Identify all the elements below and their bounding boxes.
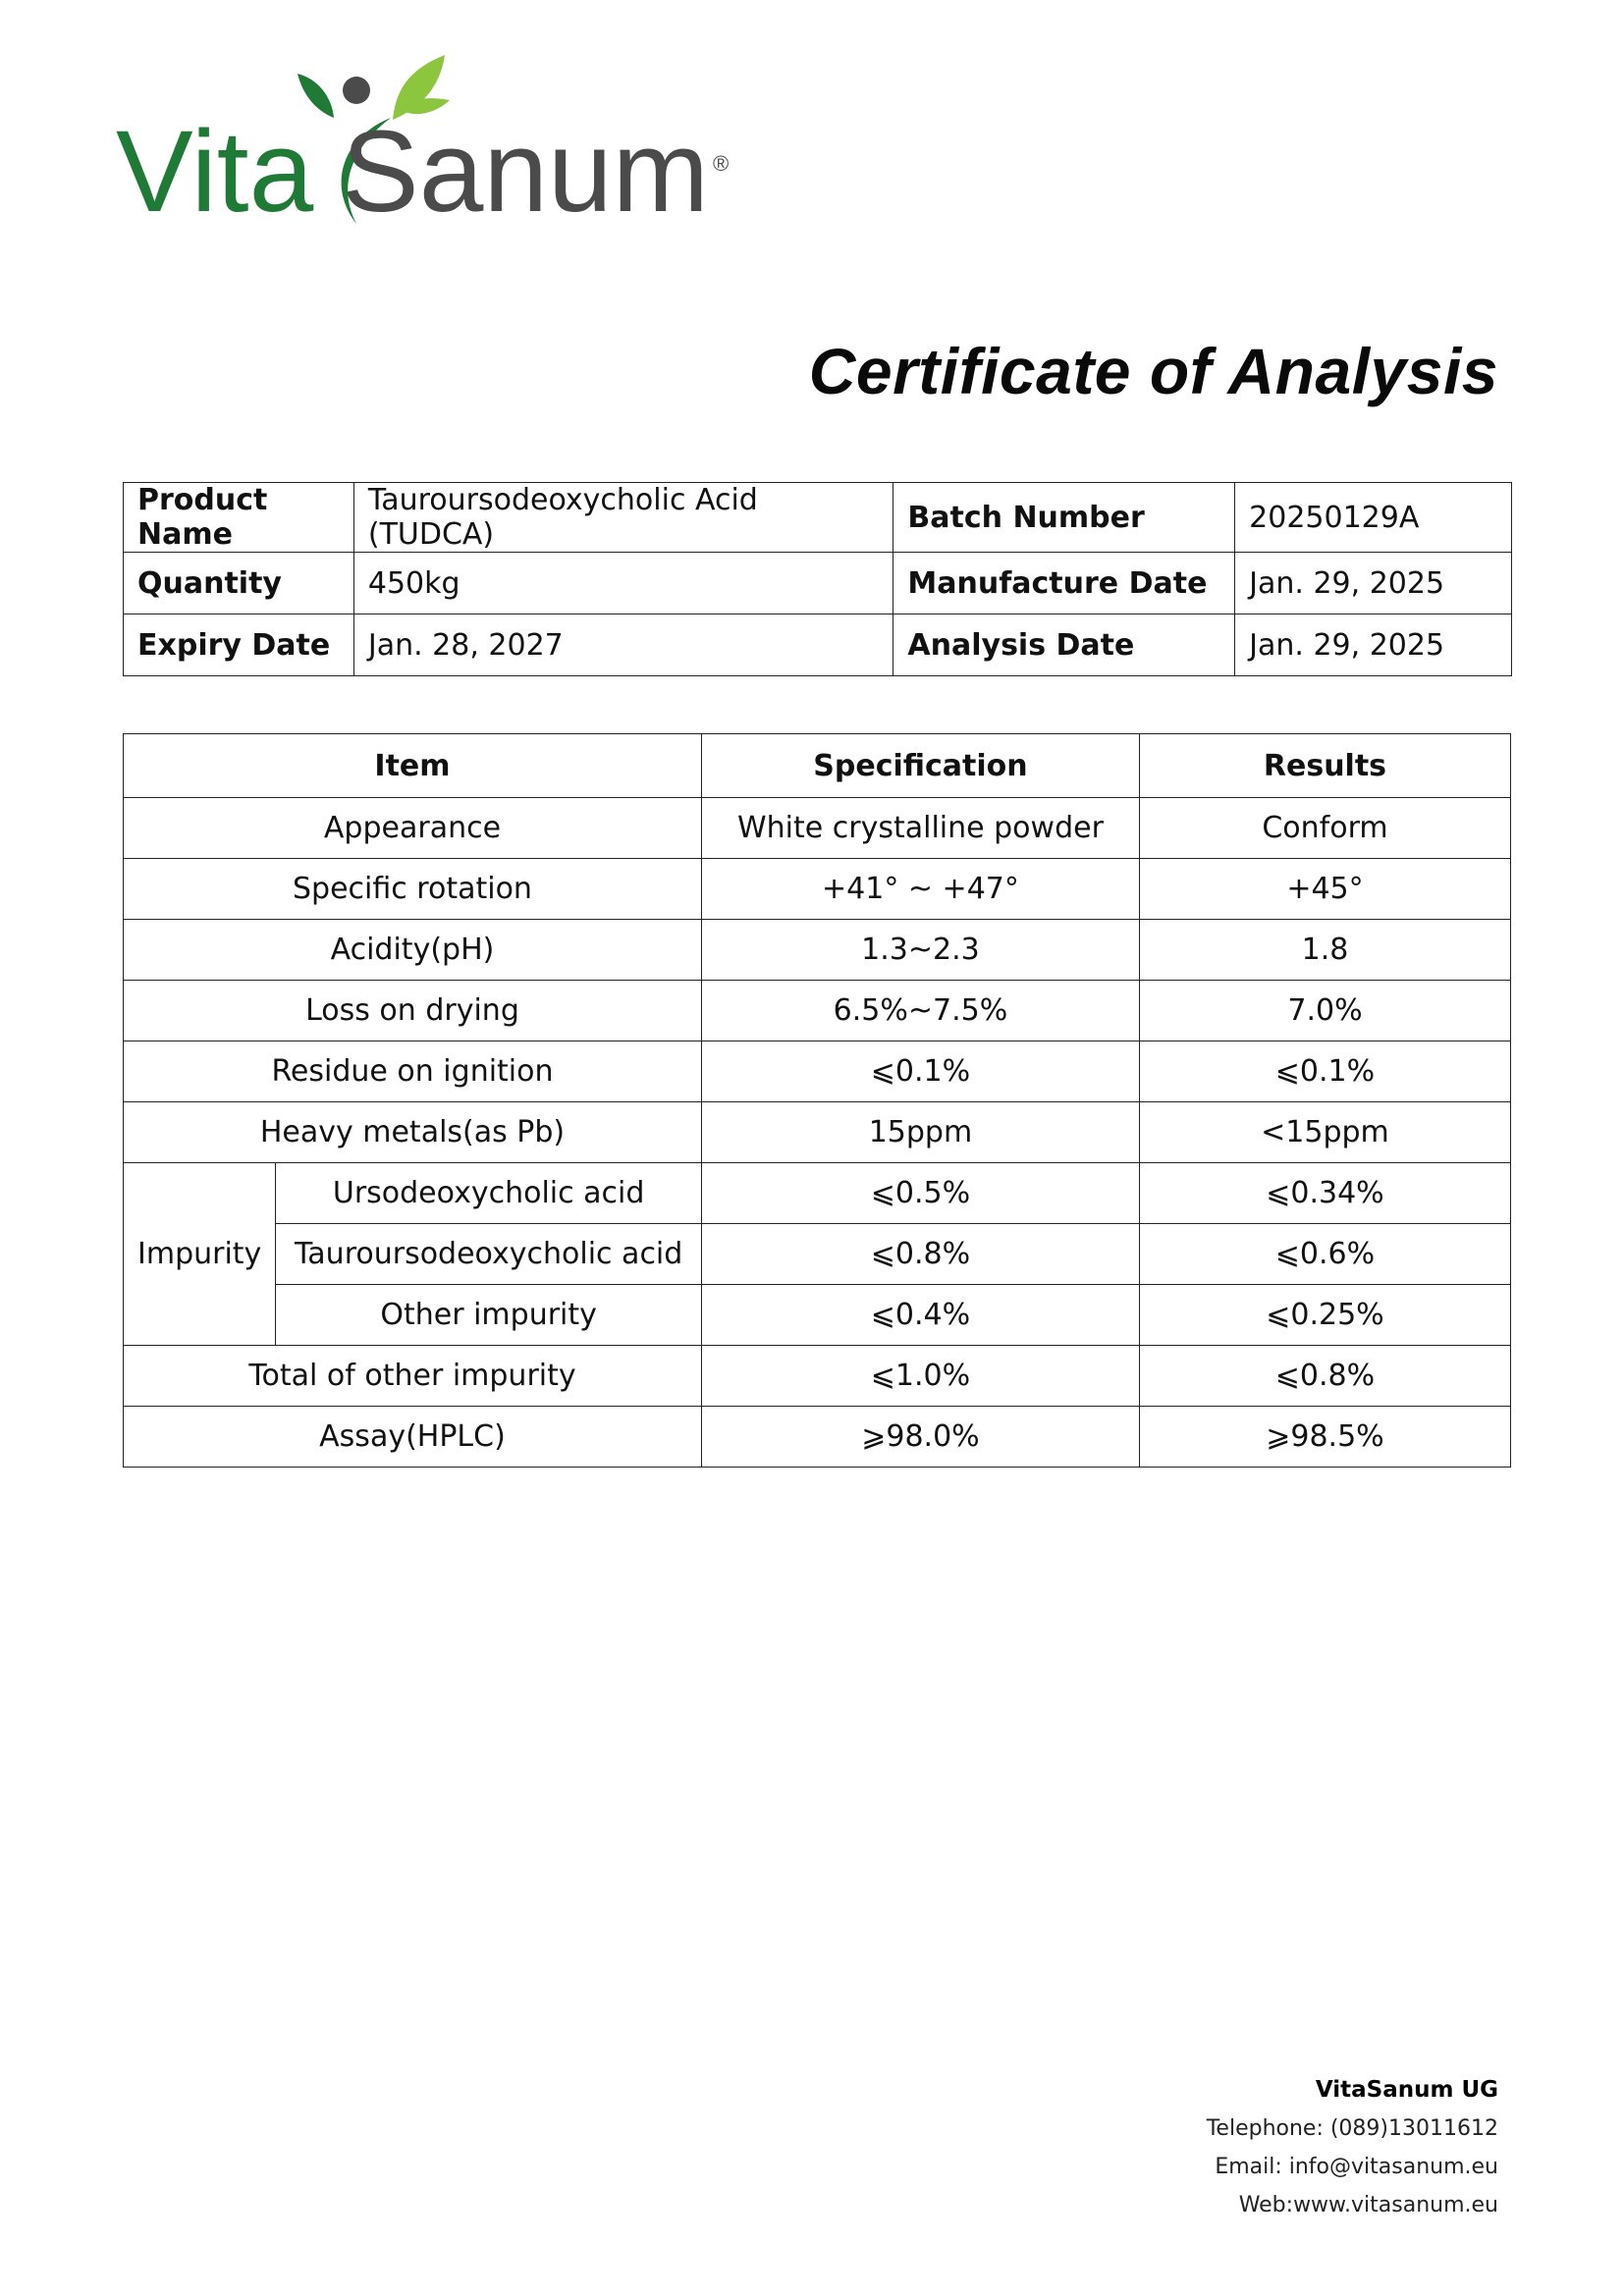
- table-row: [124, 1407, 1511, 1468]
- vitasanum-logo-mark: [116, 49, 744, 245]
- row-item: Tauroursodeoxycholic acid: [276, 1224, 702, 1285]
- expiry-date-label: Expiry Date: [124, 614, 354, 676]
- table-row: [124, 920, 1511, 981]
- table-row: [124, 1346, 1511, 1407]
- quantity-value: 450kg: [353, 553, 893, 614]
- row-specification: +41° ~ +47°: [701, 859, 1139, 920]
- row-result: Conform: [1139, 798, 1510, 859]
- table-row: [124, 1102, 1511, 1163]
- row-result: 1.8: [1139, 920, 1510, 981]
- row-item: Specific rotation: [124, 859, 702, 920]
- row-item: Ursodeoxycholic acid: [276, 1163, 702, 1224]
- table-header-row: [124, 734, 1511, 798]
- table-row: [124, 981, 1511, 1041]
- table-row: [124, 483, 1512, 553]
- logo-text-sanum: Sanum: [342, 107, 709, 237]
- row-result: ⩽0.8%: [1139, 1346, 1510, 1407]
- row-item: Heavy metals(as Pb): [124, 1102, 702, 1163]
- row-specification: White crystalline powder: [701, 798, 1139, 859]
- row-specification: 6.5%~7.5%: [701, 981, 1139, 1041]
- analysis-date-value: Jan. 29, 2025: [1235, 614, 1512, 676]
- table-row: [124, 553, 1512, 614]
- quantity-label: Quantity: [124, 553, 354, 614]
- header-results: Results: [1139, 734, 1510, 798]
- row-specification: ⩾98.0%: [701, 1407, 1139, 1468]
- row-specification: ⩽0.5%: [701, 1163, 1139, 1224]
- row-specification: 15ppm: [701, 1102, 1139, 1163]
- company-contact-footer: [1207, 2071, 1498, 2224]
- company-logo: [116, 49, 744, 245]
- row-specification: ⩽1.0%: [701, 1346, 1139, 1407]
- header-specification: Specification: [701, 734, 1139, 798]
- row-item: Residue on ignition: [124, 1041, 702, 1102]
- row-result: +45°: [1139, 859, 1510, 920]
- manufacture-date-label: Manufacture Date: [893, 553, 1235, 614]
- table-row: [124, 614, 1512, 676]
- batch-number-value: 20250129A: [1235, 483, 1512, 553]
- footer-telephone: Telephone: (089)13011612: [1206, 2116, 1498, 2141]
- footer-company-name: VitaSanum UG: [1315, 2077, 1498, 2103]
- row-result: ⩽0.1%: [1139, 1041, 1510, 1102]
- registered-mark: ®: [713, 151, 730, 176]
- product-name-value: Tauroursodeoxycholic Acid (TUDCA): [353, 483, 893, 553]
- row-item: Appearance: [124, 798, 702, 859]
- impurity-group-label: Impurity: [124, 1163, 276, 1346]
- row-result: ⩽0.34%: [1139, 1163, 1510, 1224]
- footer-web: Web:www.vitasanum.eu: [1238, 2193, 1498, 2217]
- analysis-date-label: Analysis Date: [893, 614, 1235, 676]
- table-row: [124, 1224, 1511, 1285]
- table-row: [124, 798, 1511, 859]
- row-specification: ⩽0.1%: [701, 1041, 1139, 1102]
- row-item: Total of other impurity: [124, 1346, 702, 1407]
- row-result: ⩾98.5%: [1139, 1407, 1510, 1468]
- table-row: [124, 859, 1511, 920]
- product-info-table: [123, 482, 1512, 676]
- footer-email: Email: info@vitasanum.eu: [1215, 2155, 1498, 2179]
- row-result: ⩽0.25%: [1139, 1285, 1510, 1346]
- table-row: [124, 1163, 1511, 1224]
- row-item: Other impurity: [276, 1285, 702, 1346]
- row-specification: ⩽0.8%: [701, 1224, 1139, 1285]
- row-result: ⩽0.6%: [1139, 1224, 1510, 1285]
- row-item: Acidity(pH): [124, 920, 702, 981]
- manufacture-date-value: Jan. 29, 2025: [1235, 553, 1512, 614]
- row-item: Assay(HPLC): [124, 1407, 702, 1468]
- row-item: Loss on drying: [124, 981, 702, 1041]
- logo-text-vita: Vita: [116, 107, 314, 237]
- table-row: [124, 1041, 1511, 1102]
- analysis-results-table: [123, 733, 1511, 1468]
- table-row: [124, 1285, 1511, 1346]
- document-title: Certificate of Analysis: [808, 335, 1498, 407]
- header-item: Item: [124, 734, 702, 798]
- row-result: <15ppm: [1139, 1102, 1510, 1163]
- batch-number-label: Batch Number: [893, 483, 1235, 553]
- expiry-date-value: Jan. 28, 2027: [353, 614, 893, 676]
- row-specification: ⩽0.4%: [701, 1285, 1139, 1346]
- row-specification: 1.3~2.3: [701, 920, 1139, 981]
- product-name-label: Product Name: [124, 483, 354, 553]
- row-result: 7.0%: [1139, 981, 1510, 1041]
